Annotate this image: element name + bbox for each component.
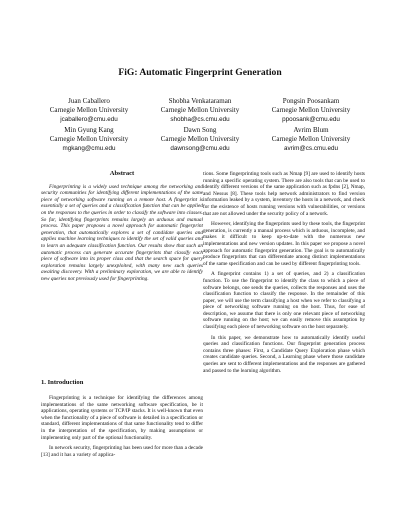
author-block [34,97,144,124]
author-affiliation: Carnegie Mellon University [49,106,129,114]
paragraph: Fingerprinting is a technique for identifying the differences among implementations of the same networking software specification, be it applications, operating systems or TCP/IP stacks. It is well-known that even when the functionality of a piece of software is detailed in a specification or standard, different implementations of that same functionality tend to differ in the interpretation of the specification, by making assumptions or implementing only part of the optional functionality. [41,395,203,441]
author-name: Shobha Venkataraman [168,97,232,105]
author-email: jcaballero@cmu.edu [60,116,118,123]
author-block [256,126,366,153]
author-block [256,97,366,124]
paper-title: FiG: Automatic Fingerprint Generation [118,67,282,78]
paragraph: In this paper, we demonstrate how to automatically identify useful queries and classification functions. Our fingerprint generation process contains three phases: First, a Candidate Query Exploration phase which creates candidate queries. Second, a Learning phase where those candidate queries are sent to different implementations and the responses are gathered and passed to the learning algorithm. [203,334,365,374]
right-column [203,171,365,378]
author-affiliation: Carnegie Mellon University [49,135,129,143]
section-heading-introduction: 1. Introduction [41,379,84,386]
abstract-section [41,171,203,283]
author-name: Juan Caballero [68,97,110,105]
author-row-1 [34,97,366,124]
author-block [34,126,144,153]
author-block [145,126,255,153]
author-email: shobha@cs.cmu.edu [170,116,230,123]
paragraph: A fingerprint contains 1) a set of queries, and 2) a classification function. To use the fingerprint to identify the class to which a piece of software belongs, one sends the queries, collects the responses and uses the classification function to classify the response. In the remainder of this paper, we will use the term classifying a host when we refer to classifying a piece of networking software running on the host. Thus, for ease of description, we assume that there is only one relevant piece of networking software running on the host; we can easily remove this assumption by classifying each piece of networking software on the host separately. [203,271,365,331]
author-block [145,97,255,124]
author-email: ppoosank@cmu.edu [282,116,340,123]
abstract-heading: Abstract [109,170,135,177]
abstract-text: Fingerprinting is a widely used technique among the networking and security communities for identifying different implementations of the same piece of networking software running on a remote host. A fingerprint is essentially a set of queries and a classification function that can be applied on the responses to the queries in order to classify the software into classes. So far, identifying fingerprints remains largely an arduous and manual process. This paper proposes a novel approach for automatic fingerprint generation, that automatically explores a set of candidate queries and applies machine learning techniques to identify the set of valid queries and to learn an adequate classification function. Our results show that such an automatic process can generate accurate fingerprints that classify each piece of software into its proper class and that the search space for query exploration remains largely unexploited, with many new such queries awaiting discovery. With a preliminary exploration, we are able to identify new queries not previously used for fingerprinting. [41,183,203,282]
author-affiliation: Carnegie Mellon University [271,106,351,114]
author-affiliation: Carnegie Mellon University [160,106,240,114]
author-affiliation: Carnegie Mellon University [160,135,240,143]
paragraph: tions. Some fingerprinting tools such as Nmap [9] are used to identify hosts running a specific operating system. There are also tools that can be used to identify different versions of the same application such as fpdns [2], Nmap, and Nessus [8]. These tools help network administrators to find version information leaked by a system, inventory the hosts in a network, and check for the existence of hosts running versions with vulnerabilities, or versions that are not allowed under the security policy of a network. [203,171,365,217]
author-email: dawnsong@cmu.edu [170,145,230,152]
author-name: Dawn Song [183,126,217,134]
introduction-body [41,395,203,462]
paragraph: In network security, fingerprinting has been used for more than a decade [13] and it has a variety of applica- [41,445,203,458]
author-row-2 [34,126,366,153]
author-name: Min Gyung Kang [64,126,114,134]
paragraph: However, identifying the fingerprints used by these tools, the fingerprint generation, is currently a manual process which is arduous, incomplete, and makes it difficult to keep up-to-date with the numerous new implementations and new version updates. In this paper we propose a novel approach for automatic fingerprint generation. The goal is to automatically produce fingerprints that can differentiate among distinct implementations of the same specification and can be used by different fingerprinting tools. [203,221,365,267]
author-name: Pongsin Poosankam [282,97,340,105]
author-affiliation: Carnegie Mellon University [271,135,351,143]
author-email: avrim@cs.cmu.edu [284,145,338,152]
author-email: mgkang@cmu.edu [62,145,116,152]
author-name: Avrim Blum [293,126,329,134]
